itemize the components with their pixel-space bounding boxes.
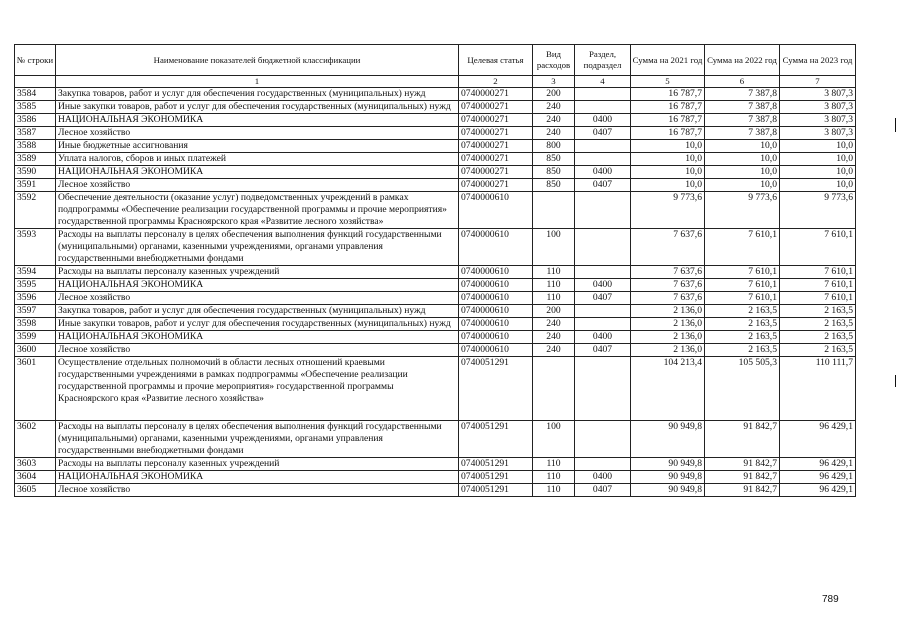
- target-article: 0740000610: [459, 266, 533, 279]
- column-number: 5: [631, 76, 705, 88]
- indicator-name: Лесное хозяйство: [56, 484, 459, 497]
- row-number: 3584: [15, 88, 56, 101]
- sum-2022: 2 163,5: [705, 305, 780, 318]
- target-article: 0740000610: [459, 318, 533, 331]
- section-code: 0407: [575, 484, 631, 497]
- header-sum-2023: Сумма на 2023 год: [780, 45, 856, 76]
- indicator-name: Иные закупки товаров, работ и услуг для обеспечения государственных (муниципальных) нужд: [56, 318, 459, 331]
- sum-2021: 7 637,6: [631, 266, 705, 279]
- sum-2022: 91 842,7: [705, 484, 780, 497]
- sum-2021: 2 136,0: [631, 305, 705, 318]
- expense-type: 240: [533, 127, 575, 140]
- sum-2021: 10,0: [631, 179, 705, 192]
- sum-2021: 90 949,8: [631, 484, 705, 497]
- table-row: [15, 192, 856, 229]
- row-number: 3591: [15, 179, 56, 192]
- sum-2021: 90 949,8: [631, 458, 705, 471]
- column-number: 2: [459, 76, 533, 88]
- expense-type: 240: [533, 114, 575, 127]
- table-row: [15, 114, 856, 127]
- header-row-number: № строки: [15, 45, 56, 76]
- sum-2022: 91 842,7: [705, 458, 780, 471]
- sum-2021: 16 787,7: [631, 101, 705, 114]
- table-row: [15, 229, 856, 266]
- expense-type: [533, 192, 575, 229]
- section-code: [575, 192, 631, 229]
- column-number: 7: [780, 76, 856, 88]
- sum-2023: 7 610,1: [780, 266, 856, 279]
- table-row: [15, 179, 856, 192]
- section-code: 0400: [575, 166, 631, 179]
- row-number: 3605: [15, 484, 56, 497]
- target-article: 0740000271: [459, 166, 533, 179]
- scan-mark: [895, 118, 896, 132]
- sum-2022: 7 610,1: [705, 279, 780, 292]
- indicator-name: Расходы на выплаты персоналу в целях обеспечения выполнения функций государственными (муниципальными) органами, казенными учреждениями, органами управления государственными внебюджетными фондами: [56, 229, 459, 266]
- expense-type: 240: [533, 344, 575, 357]
- section-code: 0400: [575, 114, 631, 127]
- sum-2023: 96 429,1: [780, 421, 856, 458]
- target-article: 0740000271: [459, 114, 533, 127]
- indicator-name: Расходы на выплаты персоналу казенных учреждений: [56, 458, 459, 471]
- row-number: 3592: [15, 192, 56, 229]
- table-row: [15, 471, 856, 484]
- page-number: 789: [822, 594, 839, 605]
- sum-2023: 110 111,7: [780, 357, 856, 421]
- table-row: [15, 421, 856, 458]
- expense-type: 800: [533, 140, 575, 153]
- sum-2021: 7 637,6: [631, 279, 705, 292]
- expense-type: 240: [533, 318, 575, 331]
- sum-2022: 7 610,1: [705, 229, 780, 266]
- section-code: [575, 88, 631, 101]
- column-number-blank: [15, 76, 56, 88]
- section-code: [575, 266, 631, 279]
- scan-mark: [895, 375, 896, 387]
- sum-2021: 7 637,6: [631, 292, 705, 305]
- table-row: [15, 357, 856, 421]
- target-article: 0740000610: [459, 192, 533, 229]
- indicator-name: Расходы на выплаты персоналу в целях обеспечения выполнения функций государственными (муниципальными) органами, казенными учреждениями, органами управления государственными внебюджетными фондами: [56, 421, 459, 458]
- target-article: 0740000610: [459, 305, 533, 318]
- target-article: 0740000271: [459, 140, 533, 153]
- sum-2021: 2 136,0: [631, 318, 705, 331]
- sum-2021: 10,0: [631, 153, 705, 166]
- row-number: 3587: [15, 127, 56, 140]
- sum-2021: 7 637,6: [631, 229, 705, 266]
- expense-type: 850: [533, 153, 575, 166]
- sum-2023: 2 163,5: [780, 305, 856, 318]
- target-article: 0740000271: [459, 88, 533, 101]
- header-sum-2021: Сумма на 2021 год: [631, 45, 705, 76]
- indicator-name: Лесное хозяйство: [56, 344, 459, 357]
- expense-type: 110: [533, 458, 575, 471]
- sum-2022: 9 773,6: [705, 192, 780, 229]
- expense-type: 110: [533, 292, 575, 305]
- table-row: [15, 279, 856, 292]
- sum-2023: 2 163,5: [780, 331, 856, 344]
- sum-2023: 3 807,3: [780, 88, 856, 101]
- row-number: 3588: [15, 140, 56, 153]
- row-number: 3597: [15, 305, 56, 318]
- row-number: 3604: [15, 471, 56, 484]
- row-number: 3589: [15, 153, 56, 166]
- row-number: 3598: [15, 318, 56, 331]
- target-article: 0740000271: [459, 127, 533, 140]
- target-article: 0740000610: [459, 229, 533, 266]
- sum-2021: 16 787,7: [631, 88, 705, 101]
- indicator-name: НАЦИОНАЛЬНАЯ ЭКОНОМИКА: [56, 114, 459, 127]
- indicator-name: Обеспечение деятельности (оказание услуг) подведомственных учреждений в рамках подпрограммы «Обеспечение реализации государственной программы и прочие мероприятия» государственной программы Красноярского края «Развитие лесного хозяйства»: [56, 192, 459, 229]
- row-number: 3600: [15, 344, 56, 357]
- expense-type: 110: [533, 484, 575, 497]
- expense-type: 100: [533, 421, 575, 458]
- section-code: 0407: [575, 344, 631, 357]
- sum-2023: 7 610,1: [780, 292, 856, 305]
- row-number: 3595: [15, 279, 56, 292]
- header-section: Раздел, подраздел: [575, 45, 631, 76]
- sum-2022: 91 842,7: [705, 471, 780, 484]
- expense-type: 240: [533, 331, 575, 344]
- table-row: [15, 88, 856, 101]
- expense-type: 850: [533, 179, 575, 192]
- sum-2022: 7 610,1: [705, 266, 780, 279]
- section-code: [575, 140, 631, 153]
- indicator-name: Лесное хозяйство: [56, 127, 459, 140]
- table-body: [15, 76, 856, 497]
- expense-type: 200: [533, 305, 575, 318]
- column-number-row: [15, 76, 856, 88]
- section-code: [575, 458, 631, 471]
- indicator-name: Лесное хозяйство: [56, 179, 459, 192]
- table-row: [15, 458, 856, 471]
- sum-2022: 105 505,3: [705, 357, 780, 421]
- sum-2023: 10,0: [780, 166, 856, 179]
- row-number: 3585: [15, 101, 56, 114]
- row-number: 3593: [15, 229, 56, 266]
- header-expense-type: Вид расходов: [533, 45, 575, 76]
- section-code: 0407: [575, 179, 631, 192]
- sum-2023: 3 807,3: [780, 127, 856, 140]
- sum-2021: 9 773,6: [631, 192, 705, 229]
- sum-2023: 2 163,5: [780, 318, 856, 331]
- row-number: 3602: [15, 421, 56, 458]
- indicator-name: НАЦИОНАЛЬНАЯ ЭКОНОМИКА: [56, 279, 459, 292]
- expense-type: 110: [533, 266, 575, 279]
- expense-type: 110: [533, 279, 575, 292]
- sum-2023: 10,0: [780, 153, 856, 166]
- table-row: [15, 484, 856, 497]
- header-sum-2022: Сумма на 2022 год: [705, 45, 780, 76]
- section-code: [575, 421, 631, 458]
- target-article: 0740051291: [459, 421, 533, 458]
- header-target-article: Целевая статья: [459, 45, 533, 76]
- sum-2023: 10,0: [780, 140, 856, 153]
- table-row: [15, 166, 856, 179]
- indicator-name: Расходы на выплаты персоналу казенных учреждений: [56, 266, 459, 279]
- section-code: 0400: [575, 279, 631, 292]
- indicator-name: Закупка товаров, работ и услуг для обеспечения государственных (муниципальных) нужд: [56, 88, 459, 101]
- section-code: [575, 318, 631, 331]
- target-article: 0740000271: [459, 101, 533, 114]
- row-number: 3599: [15, 331, 56, 344]
- table-row: [15, 140, 856, 153]
- section-code: [575, 153, 631, 166]
- target-article: 0740000610: [459, 344, 533, 357]
- row-number: 3601: [15, 357, 56, 421]
- table-row: [15, 266, 856, 279]
- section-code: 0400: [575, 331, 631, 344]
- indicator-name: Иные закупки товаров, работ и услуг для обеспечения государственных (муниципальных) нужд: [56, 101, 459, 114]
- row-number: 3590: [15, 166, 56, 179]
- section-code: 0400: [575, 471, 631, 484]
- indicator-name: НАЦИОНАЛЬНАЯ ЭКОНОМИКА: [56, 471, 459, 484]
- table-row: [15, 101, 856, 114]
- sum-2023: 96 429,1: [780, 458, 856, 471]
- target-article: 0740000271: [459, 153, 533, 166]
- table-row: [15, 344, 856, 357]
- expense-type: 200: [533, 88, 575, 101]
- sum-2021: 10,0: [631, 166, 705, 179]
- target-article: 0740051291: [459, 471, 533, 484]
- expense-type: 240: [533, 101, 575, 114]
- sum-2022: 7 387,8: [705, 114, 780, 127]
- expense-type: 110: [533, 471, 575, 484]
- target-article: 0740051291: [459, 357, 533, 421]
- sum-2023: 9 773,6: [780, 192, 856, 229]
- budget-table: [14, 44, 856, 497]
- target-article: 0740000610: [459, 331, 533, 344]
- sum-2022: 10,0: [705, 179, 780, 192]
- sum-2021: 90 949,8: [631, 421, 705, 458]
- sum-2023: 3 807,3: [780, 101, 856, 114]
- indicator-name: Уплата налогов, сборов и иных платежей: [56, 153, 459, 166]
- target-article: 0740051291: [459, 484, 533, 497]
- sum-2023: 7 610,1: [780, 229, 856, 266]
- sum-2022: 2 163,5: [705, 331, 780, 344]
- indicator-name: Осуществление отдельных полномочий в области лесных отношений краевыми государственными учреждениями в рамках подпрограммы «Обеспечение реализации государственной программы и прочие мероприятия» государственной программы Красноярского края «Развитие лесного хозяйства»: [56, 357, 459, 421]
- indicator-name: Иные бюджетные ассигнования: [56, 140, 459, 153]
- sum-2021: 10,0: [631, 140, 705, 153]
- sum-2021: 2 136,0: [631, 344, 705, 357]
- sum-2021: 90 949,8: [631, 471, 705, 484]
- table-row: [15, 127, 856, 140]
- section-code: [575, 357, 631, 421]
- table-row: [15, 153, 856, 166]
- table-row: [15, 305, 856, 318]
- expense-type: 850: [533, 166, 575, 179]
- sum-2022: 10,0: [705, 140, 780, 153]
- indicator-name: НАЦИОНАЛЬНАЯ ЭКОНОМИКА: [56, 331, 459, 344]
- sum-2021: 16 787,7: [631, 127, 705, 140]
- row-number: 3596: [15, 292, 56, 305]
- sum-2021: 16 787,7: [631, 114, 705, 127]
- sum-2021: 104 213,4: [631, 357, 705, 421]
- sum-2022: 2 163,5: [705, 318, 780, 331]
- sum-2023: 2 163,5: [780, 344, 856, 357]
- sum-2022: 7 387,8: [705, 88, 780, 101]
- column-number: 6: [705, 76, 780, 88]
- section-code: [575, 229, 631, 266]
- sum-2022: 10,0: [705, 166, 780, 179]
- sum-2023: 96 429,1: [780, 484, 856, 497]
- sum-2023: 7 610,1: [780, 279, 856, 292]
- target-article: 0740051291: [459, 458, 533, 471]
- expense-type: [533, 357, 575, 421]
- sum-2023: 10,0: [780, 179, 856, 192]
- sum-2022: 7 610,1: [705, 292, 780, 305]
- section-code: 0407: [575, 292, 631, 305]
- table-row: [15, 292, 856, 305]
- section-code: [575, 101, 631, 114]
- sum-2022: 10,0: [705, 153, 780, 166]
- section-code: 0407: [575, 127, 631, 140]
- table-row: [15, 331, 856, 344]
- indicator-name: Закупка товаров, работ и услуг для обеспечения государственных (муниципальных) нужд: [56, 305, 459, 318]
- sum-2023: 3 807,3: [780, 114, 856, 127]
- sum-2022: 7 387,8: [705, 101, 780, 114]
- sum-2023: 96 429,1: [780, 471, 856, 484]
- table-row: [15, 318, 856, 331]
- header-indicator-name: Наименование показателей бюджетной классификации: [56, 45, 459, 76]
- table-header-row: [15, 45, 856, 76]
- row-number: 3594: [15, 266, 56, 279]
- sum-2022: 7 387,8: [705, 127, 780, 140]
- row-number: 3603: [15, 458, 56, 471]
- target-article: 0740000610: [459, 279, 533, 292]
- sum-2022: 91 842,7: [705, 421, 780, 458]
- target-article: 0740000610: [459, 292, 533, 305]
- indicator-name: НАЦИОНАЛЬНАЯ ЭКОНОМИКА: [56, 166, 459, 179]
- column-number: 4: [575, 76, 631, 88]
- column-number: 3: [533, 76, 575, 88]
- sum-2021: 2 136,0: [631, 331, 705, 344]
- column-number: 1: [56, 76, 459, 88]
- expense-type: 100: [533, 229, 575, 266]
- indicator-name: Лесное хозяйство: [56, 292, 459, 305]
- row-number: 3586: [15, 114, 56, 127]
- target-article: 0740000271: [459, 179, 533, 192]
- sum-2022: 2 163,5: [705, 344, 780, 357]
- section-code: [575, 305, 631, 318]
